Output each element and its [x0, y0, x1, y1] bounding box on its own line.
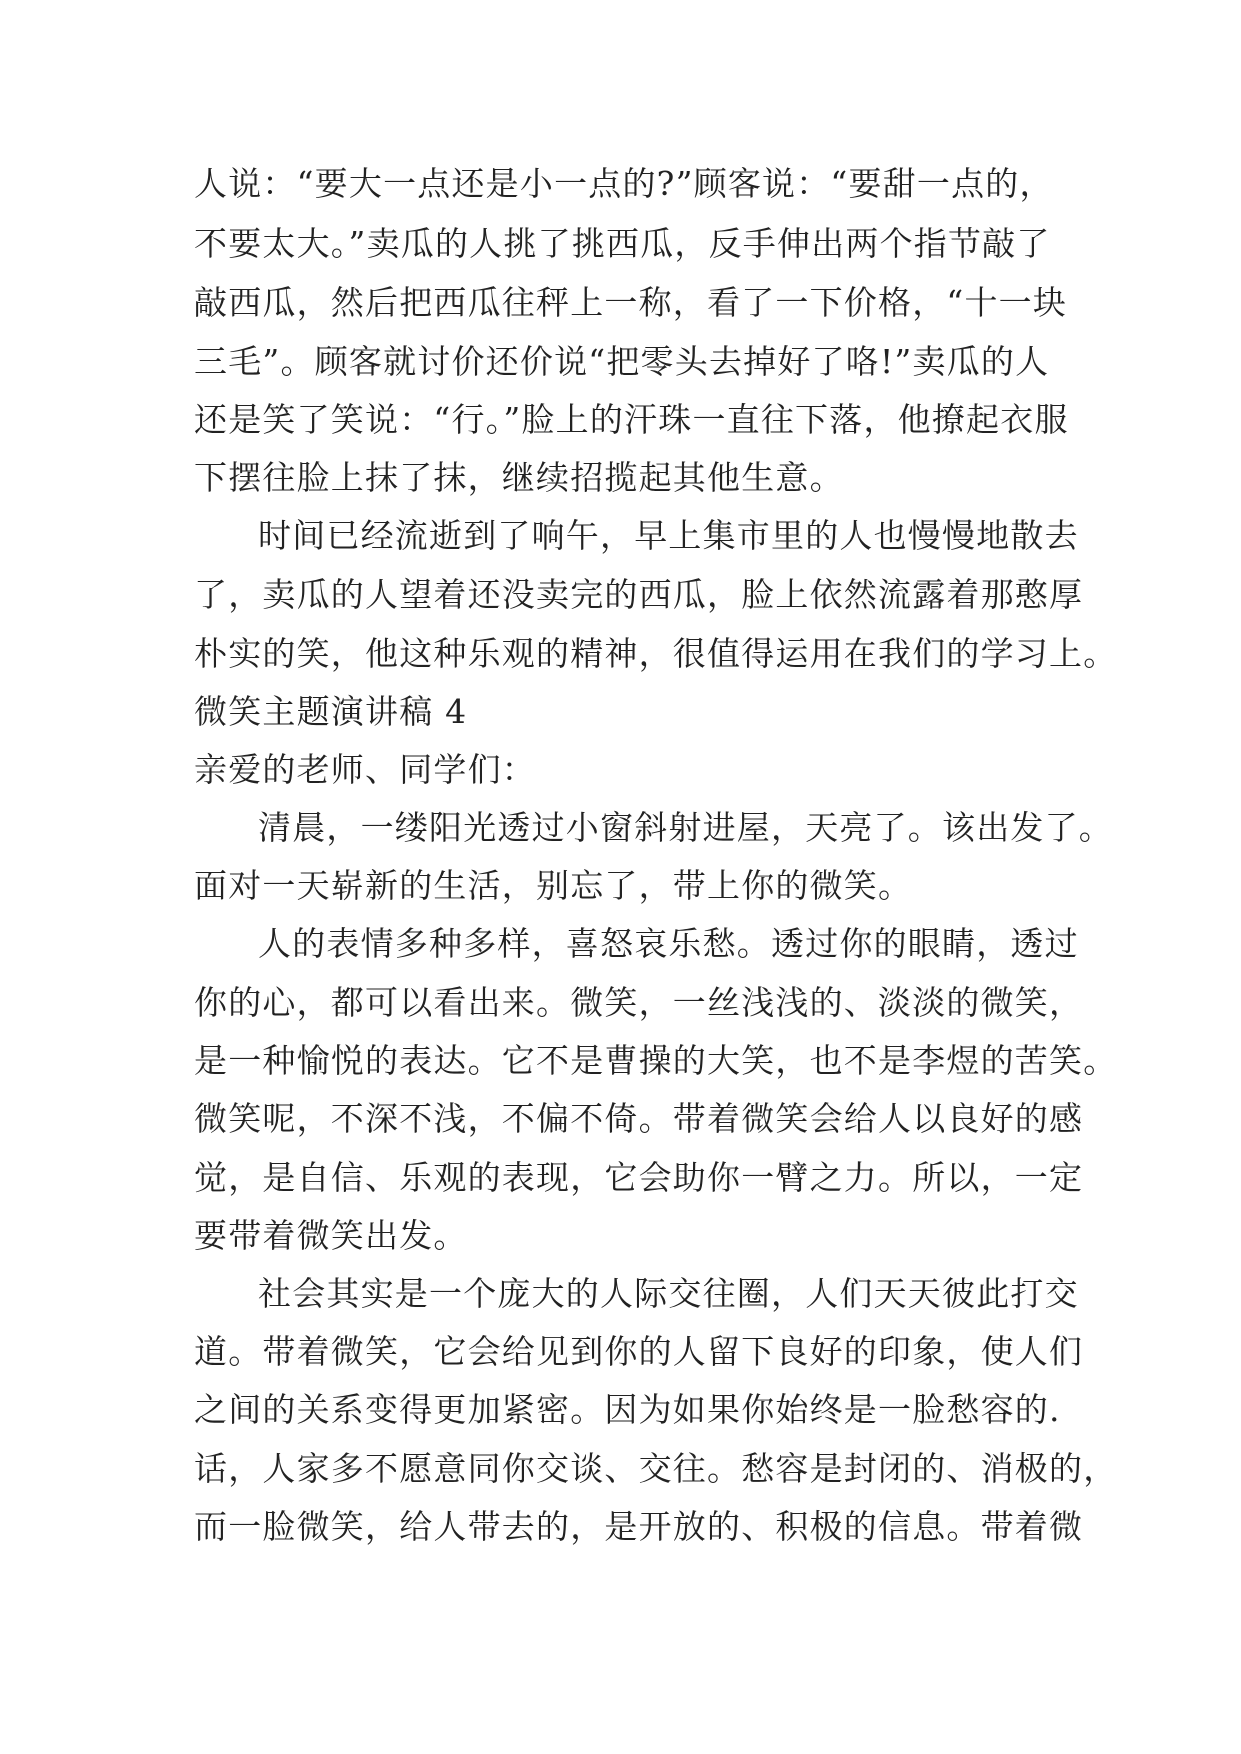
text-line: 人说：“要大一点还是小一点的?”顾客说：“要甜一点的，: [194, 164, 1054, 203]
text-line: 微笑呢，不深不浅，不偏不倚。带着微笑会给人以良好的感: [194, 1099, 1084, 1138]
paragraph-start-line: 时间已经流逝到了响午，早上集市里的人也慢慢地散去: [258, 516, 1079, 555]
text-line: 觉，是自信、乐观的表现，它会助你一臂之力。所以，一定: [194, 1158, 1084, 1197]
text-line: 道。带着微笑，它会给见到你的人留下良好的印象，使人们: [194, 1332, 1084, 1371]
text-line: 面对一天崭新的生活，别忘了，带上你的微笑。: [194, 866, 913, 905]
text-line: 而一脸微笑，给人带去的，是开放的、积极的信息。带着微: [194, 1507, 1084, 1546]
text-line: 朴实的笑，他这种乐观的精神，很值得运用在我们的学习上。: [194, 634, 1118, 673]
paragraph-start-line: 社会其实是一个庞大的人际交往圈，人们天天彼此打交: [258, 1274, 1079, 1313]
section-heading: 微笑主题演讲稿 4: [194, 692, 468, 731]
paragraph-start-line: 人的表情多种多样，喜怒哀乐愁。透过你的眼睛，透过: [258, 924, 1079, 963]
text-line: 要带着微笑出发。: [194, 1216, 468, 1255]
text-line: 三毛”。顾客就讨价还价说“把零头去掉好了咯!”卖瓜的人: [194, 342, 1050, 381]
text-line: 是一种愉悦的表达。它不是曹操的大笑，也不是李煜的苦笑。: [194, 1041, 1118, 1080]
text-line: 之间的关系变得更加紧密。因为如果你始终是一脸愁容的.: [194, 1390, 1061, 1429]
text-line: 话，人家多不愿意同你交谈、交往。愁容是封闭的、消极的，: [194, 1449, 1118, 1488]
text-line: 下摆往脸上抹了抹，继续招揽起其他生意。: [194, 458, 844, 497]
text-line: 了，卖瓜的人望着还没卖完的西瓜，脸上依然流露着那憨厚: [194, 575, 1084, 614]
text-line: 敲西瓜，然后把西瓜往秤上一称，看了一下价格，“十一块: [194, 283, 1068, 322]
text-line: 你的心，都可以看出来。微笑，一丝浅浅的、淡淡的微笑，: [194, 983, 1084, 1022]
paragraph-start-line: 清晨，一缕阳光透过小窗斜射进屋，天亮了。该出发了。: [258, 808, 1113, 847]
text-line: 不要太大。”卖瓜的人挑了挑西瓜，反手伸出两个指节敲了: [194, 224, 1051, 263]
text-line: 还是笑了笑说：“行。”脸上的汗珠一直往下落，他撩起衣服: [194, 400, 1069, 439]
salutation: 亲爱的老师、同学们：: [194, 750, 536, 789]
